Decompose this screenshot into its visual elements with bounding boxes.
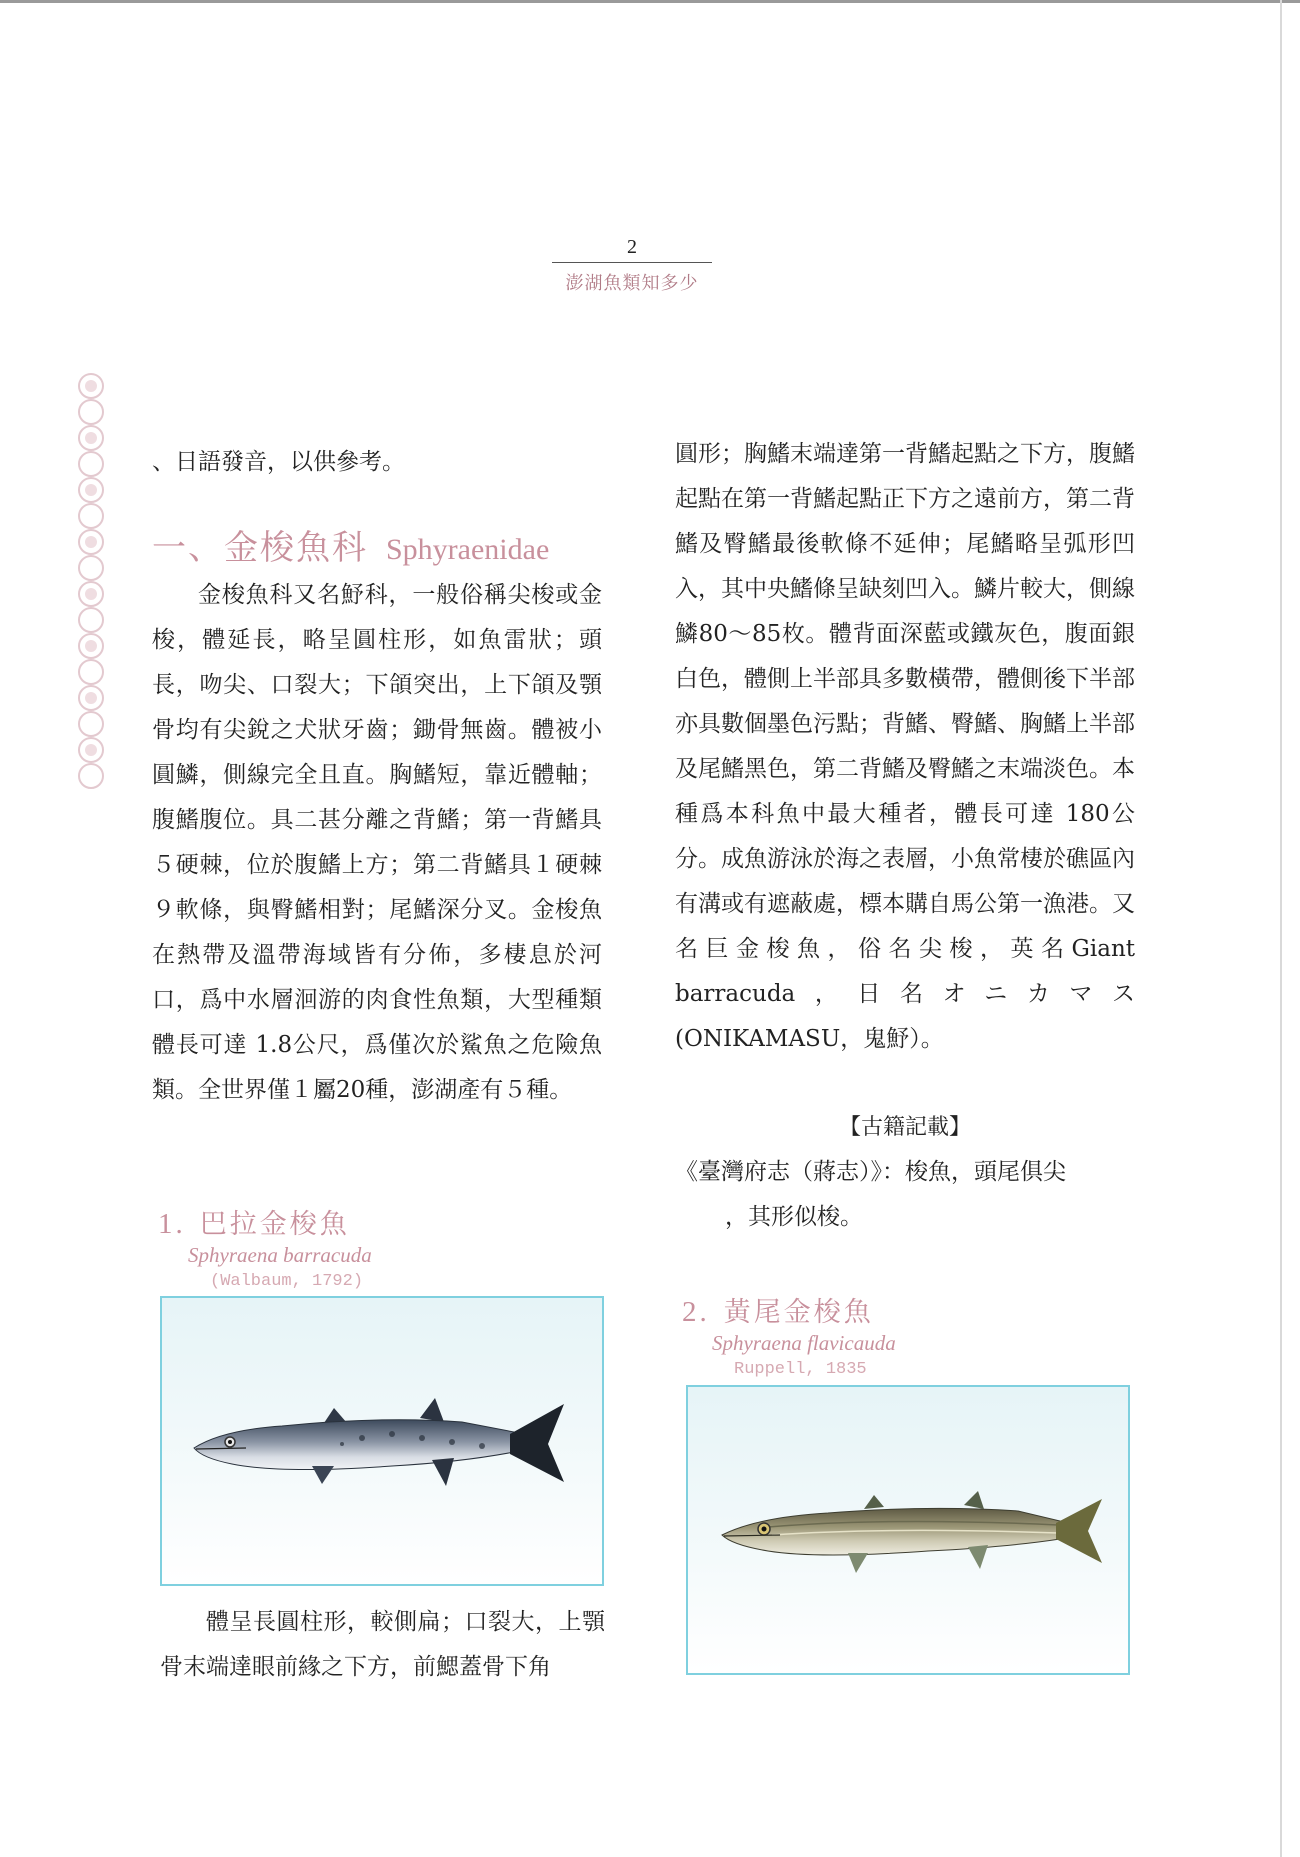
intro-fragment: 、日語發音，以供參考。	[152, 449, 405, 475]
section-title	[152, 520, 549, 569]
species-2-photo	[686, 1385, 1130, 1675]
section-title-zh: 一、金梭魚科	[152, 528, 368, 568]
species-2-scientific-name: Sphyraena flavicauda	[712, 1331, 896, 1355]
species-1-photo	[160, 1296, 604, 1586]
species-1-description-block	[160, 1600, 605, 1690]
book-title: 澎湖魚類知多少	[565, 273, 699, 294]
ancient-records-block	[675, 1105, 1135, 1240]
page-top-edge	[0, 0, 1300, 3]
family-description: 金梭魚科又名魣科，一般俗稱尖梭或金梭，體延長，略呈圓柱形，如魚雷狀；頭長，吻尖、口裂大；下頜突出，上下頜及顎骨均有尖銳之犬狀牙齒；鋤骨無齒。體被小圓鱗，側線完全且直。胸鰭短，靠近體軸；腹鰭腹位。具二甚分離之背鰭；第一背鰭具５硬棘，位於腹鰭上方；第二背鰭具１硬棘９軟條，與臀鰭相對；尾鰭深分叉。金梭魚在熱帶及溫帶海域皆有分佈，多棲息於河口，爲中水層洄游的肉食性魚類，大型種類體長可達 1.8公尺，爲僅次於鯊魚之危險魚類。全世界僅１屬20種，澎湖產有５種。	[152, 582, 602, 1103]
species-1-heading	[158, 1202, 372, 1295]
species-1-scientific-name: Sphyraena barracuda	[188, 1243, 372, 1267]
species-2-heading	[682, 1290, 896, 1383]
right-column	[675, 432, 1135, 1062]
ancient-records-cont: ，其形似梭。	[725, 1204, 863, 1230]
ancient-records-source: 《臺灣府志（蔣志）》：梭魚，頭尾俱尖	[675, 1159, 1066, 1185]
species-1-name-zh: 巴拉金梭魚	[199, 1209, 350, 1240]
species-1-authority: (Walbaum, 1792)	[210, 1272, 364, 1291]
species-1-number: 1.	[158, 1208, 186, 1240]
family-description-block	[152, 573, 602, 1113]
ancient-records-text	[675, 1150, 1135, 1240]
species-2-authority: Ruppell, 1835	[734, 1360, 867, 1379]
yellowtail-barracuda-photo-icon	[688, 1387, 1128, 1673]
page-header	[552, 234, 712, 295]
page-number: 2	[627, 236, 637, 258]
page-right-edge	[1280, 0, 1282, 1857]
species-1-description-cont: 圓形；胸鰭末端達第一背鰭起點之下方，腹鰭起點在第一背鰭起點正下方之遠前方，第二背鰭及臀鰭最後軟條不延伸；尾鰭略呈弧形凹入，其中央鰭條呈缺刻凹入。鱗片較大，側線鱗80～85枚。體背面深藍或鐵灰色，腹面銀白色，體側上半部具多數橫帶，體側後下半部亦具數個墨色污點；背鰭、臀鰭、胸鰭上半部及尾鰭黑色，第二背鰭及臀鰭之末端淡色。本種爲本科魚中最大種者，體長可達 180公分。成魚游泳於海之表層，小魚常棲於礁區內有溝或有遮蔽處，標本購自馬公第一漁港。又名巨金梭魚，俗名尖梭，英名Giant barracuda，日名オニカマス(ONIKAMASU，鬼魣）。	[675, 441, 1135, 1052]
species-1-description-start: 體呈長圓柱形，較側扁；口裂大，上顎骨末端達眼前緣之下方，前鰓蓋骨下角	[160, 1609, 605, 1680]
decorative-ornament-icon	[72, 372, 110, 792]
header-divider	[552, 262, 712, 263]
species-2-number: 2.	[682, 1296, 710, 1328]
ancient-records-heading: 【古籍記載】	[838, 1115, 971, 1140]
left-column	[152, 440, 602, 485]
barracuda-photo-icon	[162, 1298, 602, 1584]
section-title-latin: Sphyraenidae	[386, 533, 550, 566]
species-2-name-zh: 黃尾金梭魚	[723, 1297, 874, 1328]
